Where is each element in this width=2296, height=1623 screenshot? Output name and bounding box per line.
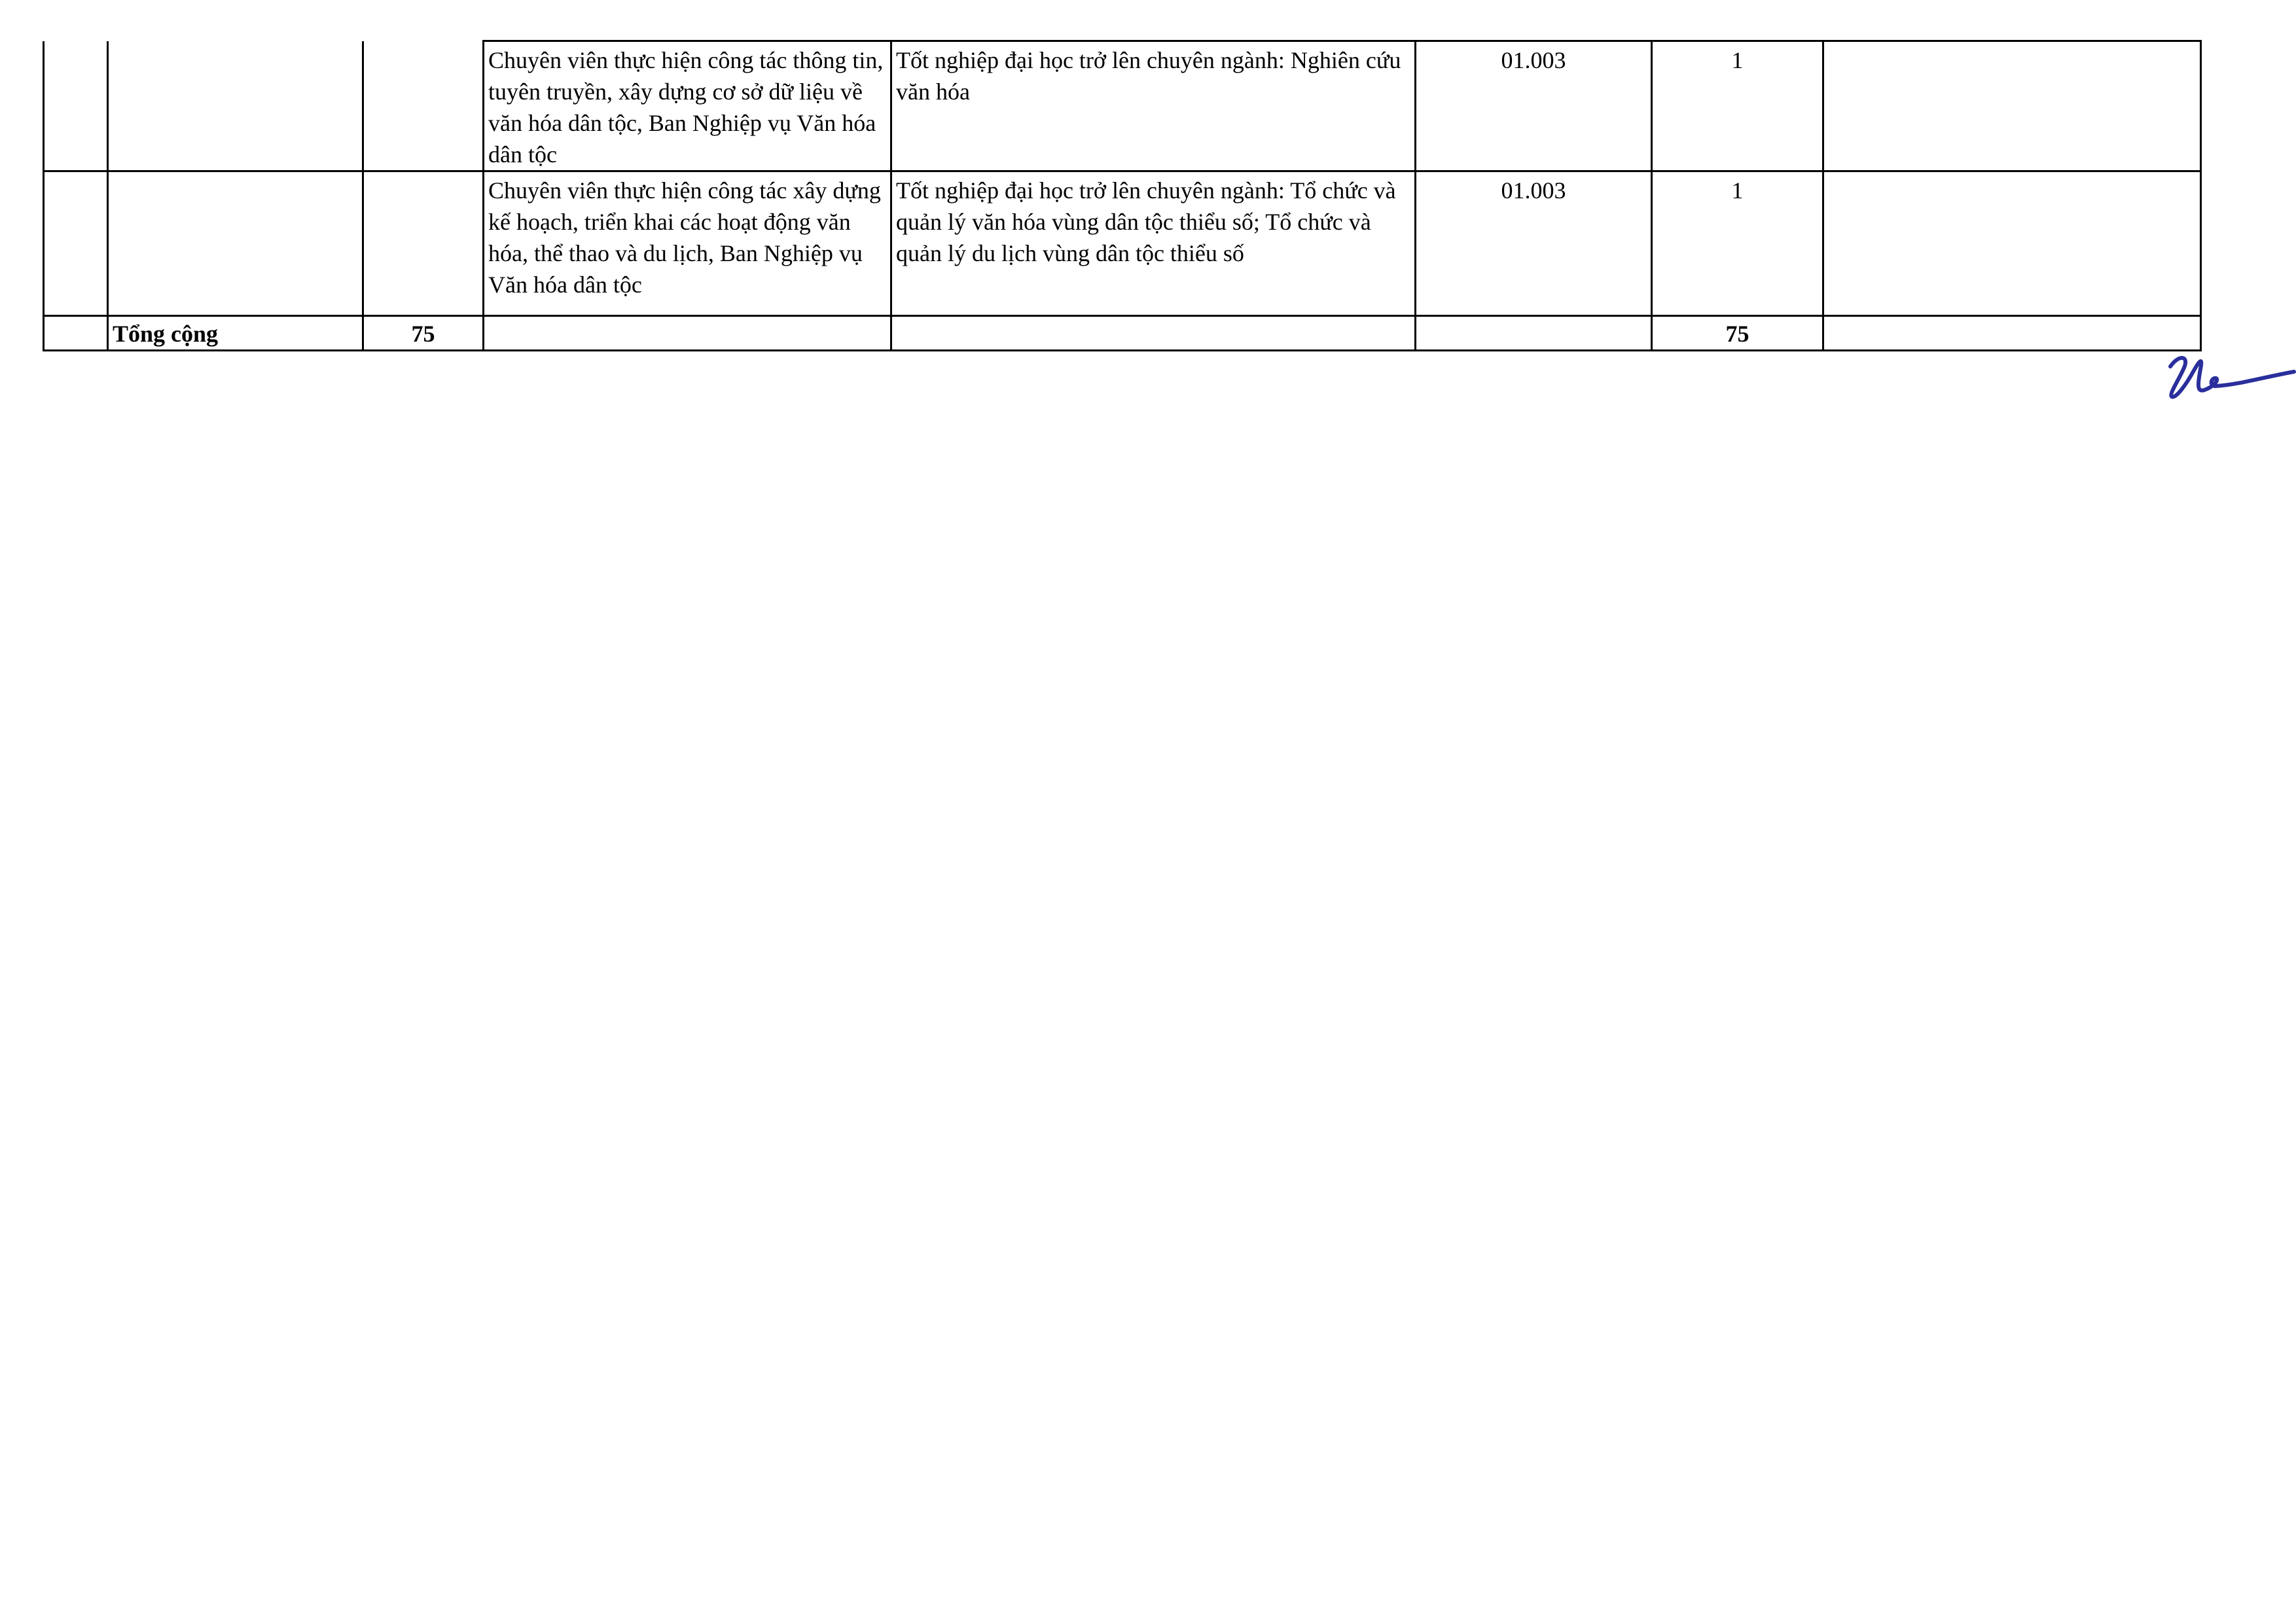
position-cell: Chuyên viên thực hiện công tác xây dựng kế hoạch, triển khai các hoạt động văn hóa, thể thao và du lịch, Ban Nghiệp vụ Văn hóa dân tộc [484,171,891,316]
position-cell: Chuyên viên thực hiện công tác thông tin, tuyên truyền, xây dựng cơ sở dữ liệu về văn hóa dân tộc, Ban Nghiệp vụ Văn hóa dân tộc [484,41,891,171]
total-unit-count: 75 [363,316,484,351]
total-stt-cell [44,316,108,351]
total-label: Tổng cộng [108,316,363,351]
unit-name-cell [108,41,363,171]
stt-cell [44,171,108,316]
signature-mark [2160,347,2296,412]
total-quantity: 75 [1652,316,1823,351]
requirement-cell: Tốt nghiệp đại học trở lên chuyên ngành: Nghiên cứu văn hóa [891,41,1416,171]
total-requirement-cell [891,316,1416,351]
total-position-cell [484,316,891,351]
requirement-cell: Tốt nghiệp đại học trở lên chuyên ngành: Tổ chức và quản lý văn hóa vùng dân tộc thiểu số; Tổ chức và quản lý du lịch vùng dân tộc thiểu số [891,171,1416,316]
table-row [44,41,2201,171]
quantity-cell: 1 [1652,41,1823,171]
note-cell [1823,41,2201,171]
staffing-table [43,40,2202,351]
unit-count-cell [363,171,484,316]
signature-stroke [2170,358,2294,397]
quantity-cell: 1 [1652,171,1823,316]
table-row [44,171,2201,316]
note-cell [1823,171,2201,316]
code-cell: 01.003 [1416,171,1652,316]
total-row [44,316,2201,351]
unit-name-cell [108,171,363,316]
total-code-cell [1416,316,1652,351]
unit-count-cell [363,41,484,171]
code-cell: 01.003 [1416,41,1652,171]
total-note-cell [1823,316,2201,351]
stt-cell [44,41,108,171]
